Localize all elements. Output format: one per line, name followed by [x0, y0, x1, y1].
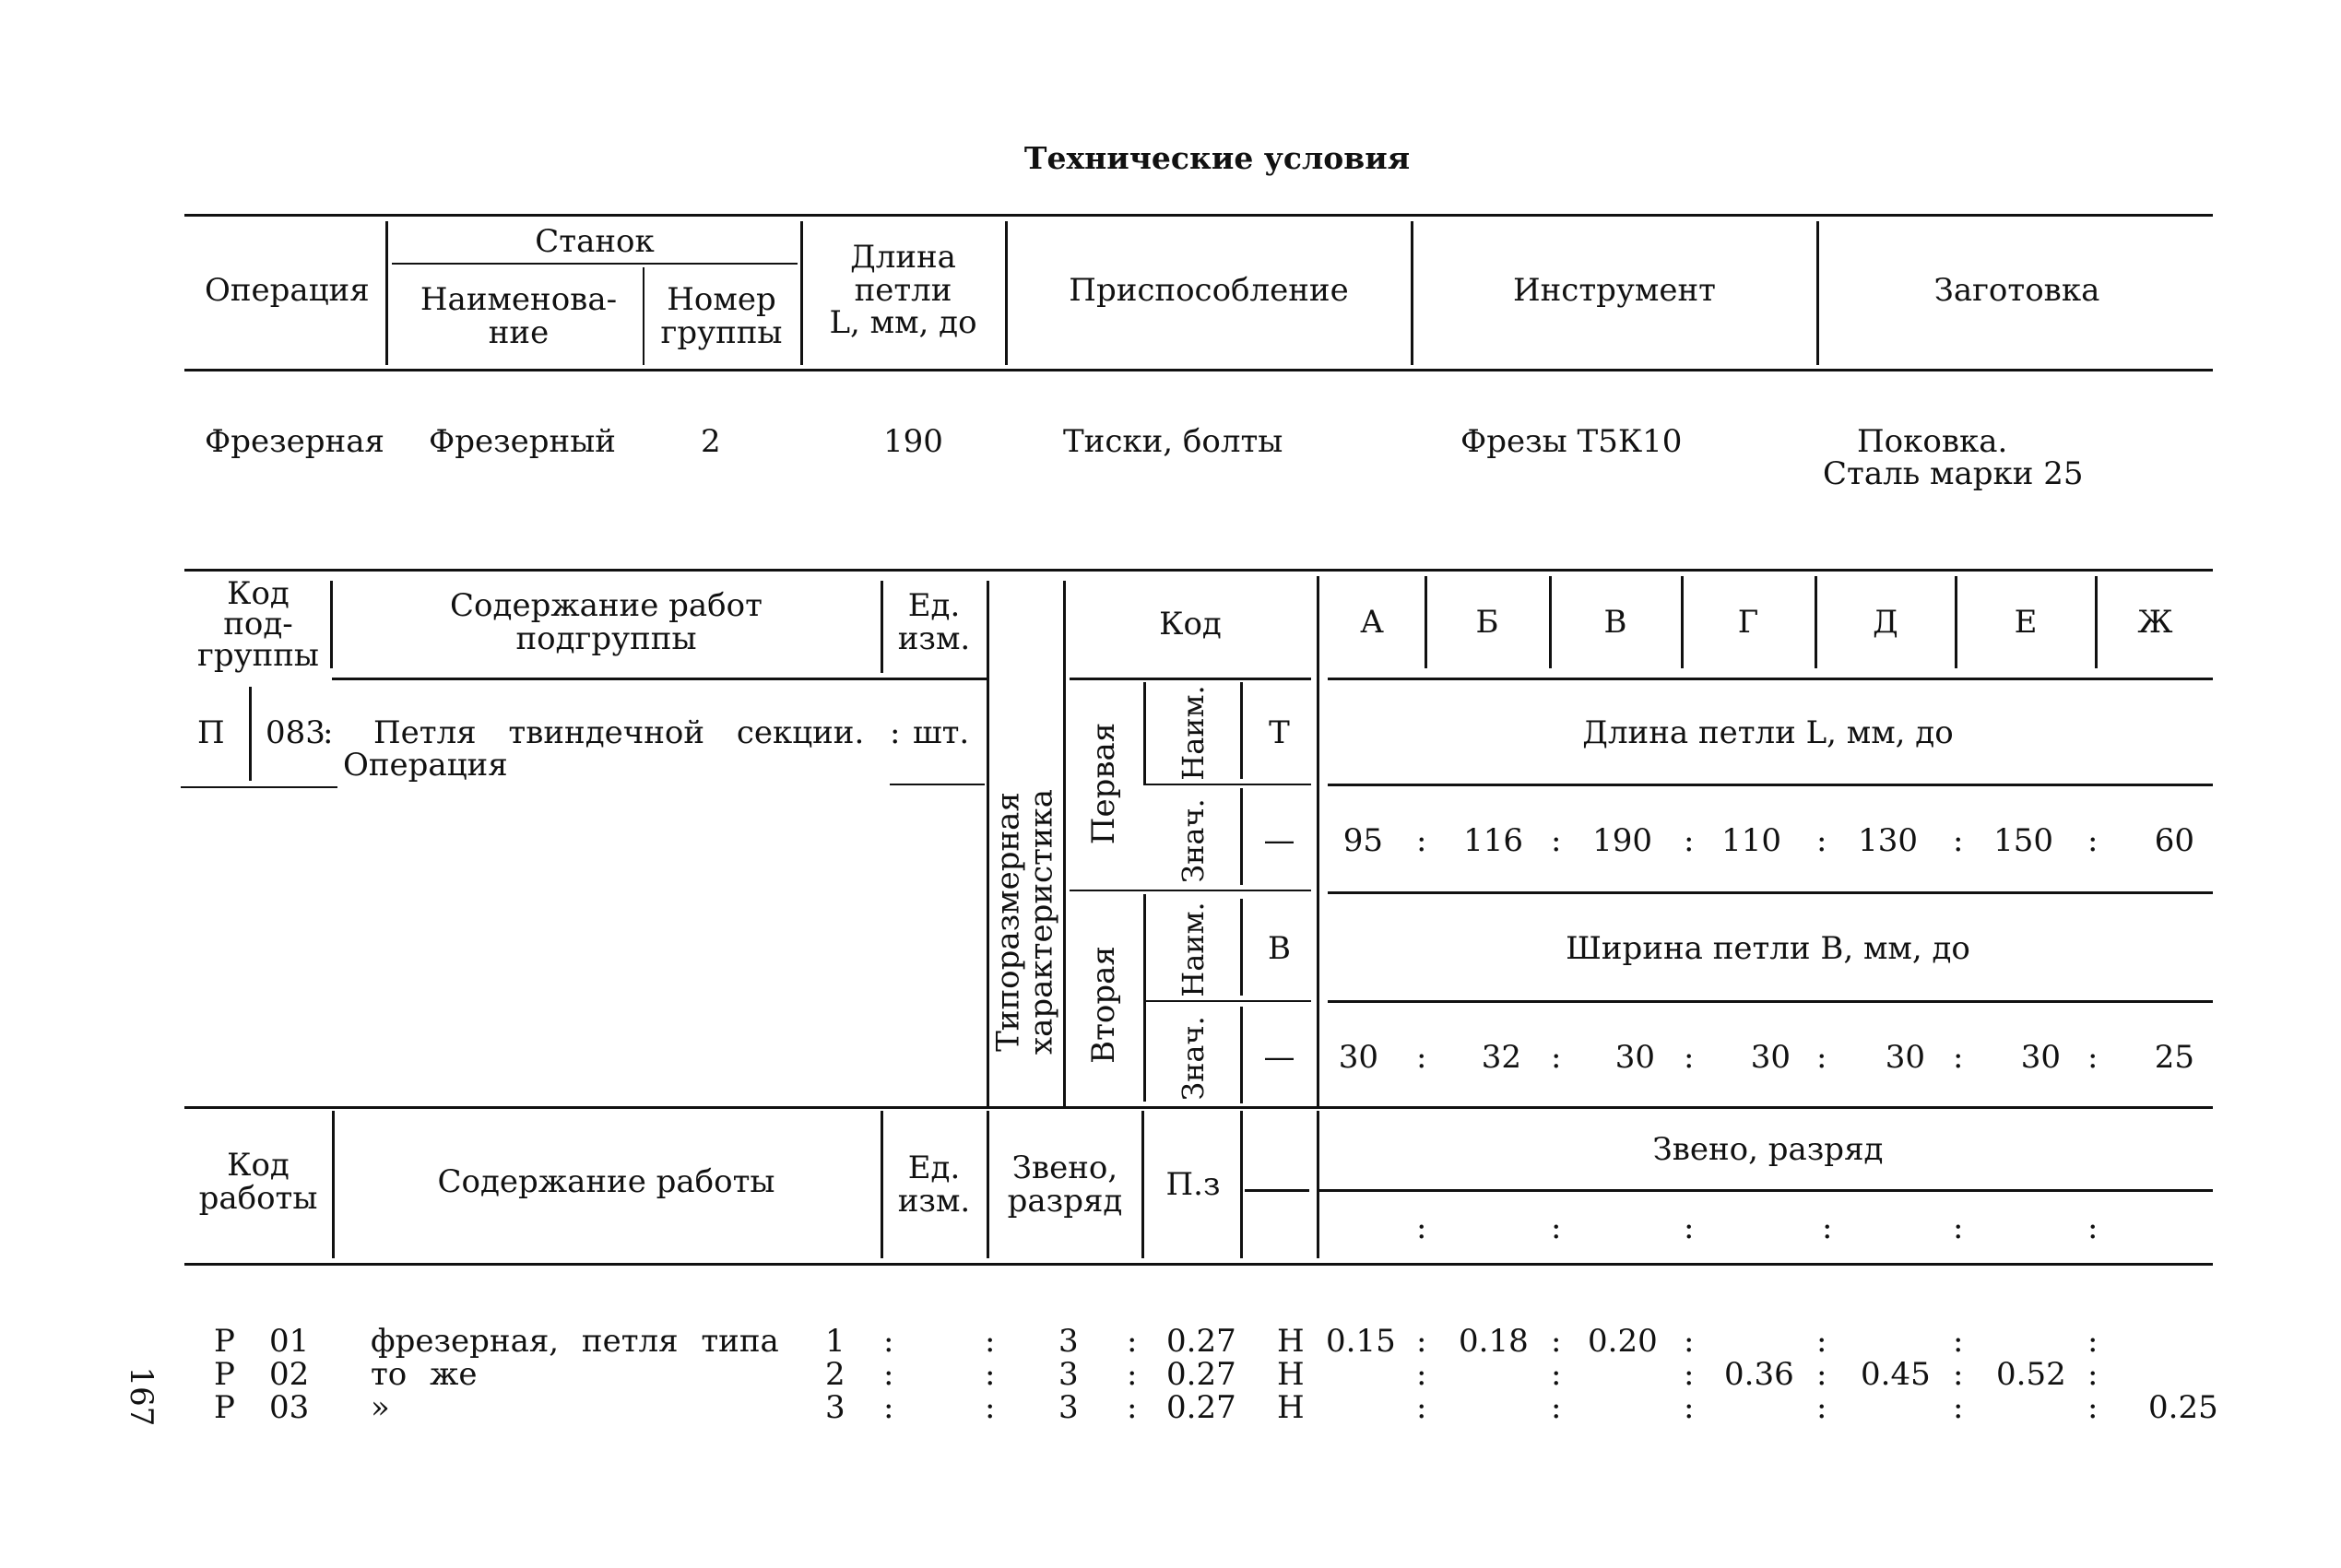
- rule: [1328, 891, 2213, 894]
- rule: [249, 687, 252, 781]
- header-work-pz: П.з: [1165, 1166, 1221, 1203]
- second-code: В: [1268, 930, 1291, 967]
- separator: :: [1953, 1209, 1964, 1246]
- separator: :: [1416, 1356, 1427, 1393]
- separator: :: [1816, 822, 1827, 859]
- header-line: изм.: [897, 1182, 971, 1220]
- rule: [1063, 581, 1066, 1106]
- rule: [1141, 1111, 1144, 1258]
- subgroup-unit: шт.: [913, 714, 970, 751]
- work-number: 01: [269, 1323, 310, 1360]
- separator: :: [1127, 1389, 1138, 1426]
- header-machine: Станок: [535, 223, 655, 260]
- second-value-g: 30: [1750, 1039, 1791, 1076]
- work-norm-letter: Н: [1277, 1389, 1305, 1426]
- rule: [184, 214, 2213, 217]
- separator: :: [1416, 1323, 1427, 1360]
- col-v: В: [1603, 604, 1627, 641]
- col-a: А: [1360, 604, 1384, 641]
- separator: :: [1816, 1389, 1827, 1426]
- separator: :: [985, 1323, 996, 1360]
- second-title: Ширина петли B, мм, до: [1566, 930, 1970, 967]
- rule: [330, 581, 333, 668]
- rule: [1240, 682, 1243, 779]
- work-index: 1: [825, 1323, 845, 1360]
- separator: :: [1816, 1039, 1827, 1076]
- rule: [1240, 1111, 1243, 1258]
- rule: [392, 263, 798, 265]
- subgroup-content-2: Операция: [343, 747, 508, 784]
- separator: :: [1953, 1356, 1964, 1393]
- first-dash: —: [1263, 822, 1295, 859]
- header-line: Ед.: [907, 1149, 961, 1186]
- first-value-zh: 60: [2154, 822, 2194, 859]
- rule: [643, 267, 644, 365]
- separator: :: [1684, 1039, 1695, 1076]
- second-value-b: 32: [1481, 1039, 1521, 1076]
- header-line: группы: [660, 313, 783, 351]
- separator: :: [1684, 1323, 1695, 1360]
- separator: :: [2087, 1356, 2099, 1393]
- rule: [1411, 221, 1413, 365]
- header-blank: Заготовка: [1933, 272, 2100, 309]
- work-pz: 0.27: [1166, 1389, 1236, 1426]
- second-value-d: 30: [1885, 1039, 1925, 1076]
- rule: [1143, 894, 1146, 1102]
- work-text: то же: [371, 1356, 478, 1393]
- header-line: Длина: [850, 239, 956, 276]
- page-title: Технические условия: [1023, 140, 1411, 176]
- first-value-g: 110: [1721, 822, 1781, 859]
- second-znach: Знач.: [1176, 1016, 1212, 1101]
- cell-fixture: Тиски, болты: [1063, 423, 1283, 460]
- separator: :: [323, 714, 334, 751]
- header-tool: Инструмент: [1513, 272, 1716, 309]
- separator: :: [1551, 1039, 1562, 1076]
- separator: :: [1953, 1039, 1964, 1076]
- rule: [1143, 784, 1311, 785]
- rule: [332, 1111, 335, 1258]
- separator: :: [1551, 1389, 1562, 1426]
- rule: [184, 1106, 2213, 1109]
- cell-operation: Фрезерная: [205, 423, 384, 460]
- cell-blank-2: Сталь марки 25: [1823, 455, 2084, 492]
- separator: :: [1416, 1209, 1427, 1246]
- char-label: [989, 788, 1059, 1055]
- separator: :: [2087, 1209, 2099, 1246]
- rule: [1240, 788, 1243, 885]
- page-number: 167: [122, 1366, 160, 1427]
- work-index: 2: [825, 1356, 845, 1393]
- char-label-line: характеристика: [1023, 788, 1059, 1055]
- header-line: Номер: [667, 281, 776, 318]
- header-line: L, мм, до: [829, 304, 977, 342]
- work-index: 3: [825, 1389, 845, 1426]
- work-norm-letter: Н: [1277, 1356, 1305, 1393]
- separator: :: [890, 714, 901, 751]
- rule: [1240, 1007, 1243, 1103]
- separator: :: [985, 1356, 996, 1393]
- separator: :: [1822, 1209, 1833, 1246]
- header-work-unit: [883, 1149, 985, 1220]
- header-subgroup-unit: [883, 587, 985, 657]
- rule: [181, 786, 337, 788]
- second-label: Вторая: [1085, 946, 1123, 1064]
- separator: :: [1816, 1356, 1827, 1393]
- rule: [184, 569, 2213, 572]
- rule: [1070, 678, 1311, 680]
- second-value-e: 30: [2020, 1039, 2061, 1076]
- separator: :: [883, 1356, 894, 1393]
- separator: :: [1953, 1323, 1964, 1360]
- work-number: 03: [269, 1389, 310, 1426]
- rule: [184, 369, 2213, 371]
- header-line: петли: [854, 271, 952, 309]
- work-rank: 3: [1058, 1323, 1079, 1360]
- header-fixture: Приспособление: [1069, 272, 1349, 309]
- header-code: Код: [1159, 606, 1222, 643]
- first-naim: Наим.: [1176, 685, 1212, 781]
- separator: :: [985, 1389, 996, 1426]
- work-value: 0.25: [2148, 1389, 2218, 1426]
- header-subgroup-code: [189, 575, 327, 674]
- header-line: Звено,: [1011, 1149, 1118, 1186]
- subgroup-content-1: Петля твиндечной секции.: [373, 714, 865, 751]
- separator: :: [1551, 1323, 1562, 1360]
- header-line: Код: [227, 1147, 290, 1184]
- header-work-link: [991, 1149, 1139, 1220]
- separator: :: [1684, 822, 1695, 859]
- rule: [890, 784, 985, 785]
- first-label: Первая: [1085, 722, 1123, 845]
- cell-blank-1: Поковка.: [1857, 423, 2008, 460]
- first-znach: Знач.: [1176, 798, 1212, 883]
- rule: [1143, 682, 1146, 784]
- separator: :: [1551, 1209, 1562, 1246]
- rule: [1005, 221, 1008, 365]
- first-value-v: 190: [1592, 822, 1652, 859]
- work-text: »: [371, 1389, 390, 1426]
- work-value: 0.20: [1588, 1323, 1658, 1360]
- rule: [385, 221, 388, 365]
- separator: :: [1127, 1356, 1138, 1393]
- work-code: Р: [214, 1323, 235, 1360]
- subgroup-letter: П: [197, 714, 225, 751]
- header-machine-name: [396, 281, 641, 351]
- cell-machine-group: 2: [701, 423, 721, 460]
- separator: :: [1953, 1389, 1964, 1426]
- header-line: Ед.: [907, 587, 961, 624]
- rule: [1816, 221, 1819, 365]
- rule: [987, 1111, 989, 1258]
- first-code: Т: [1269, 714, 1290, 751]
- char-label-line: Типоразмерная: [989, 792, 1027, 1052]
- header-line: под-: [223, 606, 293, 643]
- col-b: Б: [1475, 604, 1499, 641]
- work-value: 0.36: [1724, 1356, 1794, 1393]
- first-value-a: 95: [1342, 822, 1383, 859]
- separator: :: [1953, 822, 1964, 859]
- rule: [1318, 1189, 2213, 1192]
- second-value-v: 30: [1614, 1039, 1655, 1076]
- header-link-rank: Звено, разряд: [1652, 1131, 1884, 1168]
- separator: :: [1816, 1323, 1827, 1360]
- work-rank: 3: [1058, 1389, 1079, 1426]
- header-line: Содержание работ: [450, 587, 763, 624]
- separator: :: [2087, 1039, 2099, 1076]
- rule: [1245, 1189, 1309, 1192]
- header-line: группы: [197, 636, 319, 674]
- header-line: подгруппы: [515, 619, 697, 657]
- work-number: 02: [269, 1356, 310, 1393]
- col-zh: Ж: [2137, 604, 2173, 641]
- header-work-code: [189, 1149, 327, 1215]
- separator: :: [1416, 1039, 1427, 1076]
- separator: :: [1684, 1389, 1695, 1426]
- header-line: ние: [488, 313, 550, 351]
- work-text: фрезерная, петля типа: [371, 1323, 779, 1360]
- first-title: Длина петли L, мм, до: [1582, 714, 1954, 751]
- second-value-a: 30: [1338, 1039, 1378, 1076]
- rule: [1317, 1111, 1319, 1258]
- cell-machine-name: Фрезерный: [429, 423, 616, 460]
- work-pz: 0.27: [1166, 1323, 1236, 1360]
- subgroup-number: 083: [266, 714, 325, 751]
- rule: [1317, 576, 1319, 1106]
- first-value-d: 130: [1858, 822, 1918, 859]
- rule: [1070, 890, 1311, 891]
- work-value: 0.18: [1459, 1323, 1529, 1360]
- work-value: 0.45: [1861, 1356, 1931, 1393]
- work-code: Р: [214, 1356, 235, 1393]
- separator: :: [883, 1389, 894, 1426]
- col-g: Г: [1737, 604, 1759, 641]
- separator: :: [2087, 1389, 2099, 1426]
- col-e: Е: [2014, 604, 2038, 641]
- header-machine-group: [645, 281, 798, 351]
- header-line: работы: [198, 1179, 318, 1217]
- separator: :: [1416, 1389, 1427, 1426]
- rule: [1143, 1000, 1311, 1002]
- header-line: Код: [227, 575, 290, 612]
- header-subgroup-content: [337, 587, 876, 657]
- header-operation: Операция: [205, 272, 370, 309]
- work-code: Р: [214, 1389, 235, 1426]
- second-value-zh: 25: [2154, 1039, 2194, 1076]
- work-value: 0.15: [1326, 1323, 1396, 1360]
- first-value-e: 150: [1993, 822, 2053, 859]
- header-line: разряд: [1007, 1182, 1123, 1220]
- separator: :: [1551, 822, 1562, 859]
- work-rank: 3: [1058, 1356, 1079, 1393]
- separator: :: [2087, 822, 2099, 859]
- work-value: 0.52: [1996, 1356, 2066, 1393]
- separator: :: [1684, 1356, 1695, 1393]
- col-d: Д: [1873, 604, 1898, 641]
- header-line: Наименова-: [420, 281, 618, 318]
- cell-loop-length: 190: [883, 423, 943, 460]
- rule: [1328, 784, 2213, 786]
- rule: [184, 1263, 2213, 1266]
- second-dash: —: [1263, 1039, 1295, 1076]
- header-work-content: Содержание работы: [437, 1163, 775, 1200]
- separator: :: [1684, 1209, 1695, 1246]
- separator: :: [1127, 1323, 1138, 1360]
- rule: [1328, 678, 2213, 680]
- second-naim: Наим.: [1176, 902, 1212, 997]
- separator: :: [2087, 1323, 2099, 1360]
- rule: [800, 221, 803, 365]
- work-pz: 0.27: [1166, 1356, 1236, 1393]
- rule: [1240, 899, 1243, 996]
- first-value-b: 116: [1463, 822, 1523, 859]
- header-line: изм.: [897, 619, 971, 657]
- rule: [332, 678, 987, 680]
- cell-tool: Фрезы Т5К10: [1460, 423, 1683, 460]
- separator: :: [883, 1323, 894, 1360]
- separator: :: [1551, 1356, 1562, 1393]
- work-norm-letter: Н: [1277, 1323, 1305, 1360]
- header-loop-length: [804, 239, 1002, 342]
- separator: :: [1416, 822, 1427, 859]
- rule: [1328, 1000, 2213, 1003]
